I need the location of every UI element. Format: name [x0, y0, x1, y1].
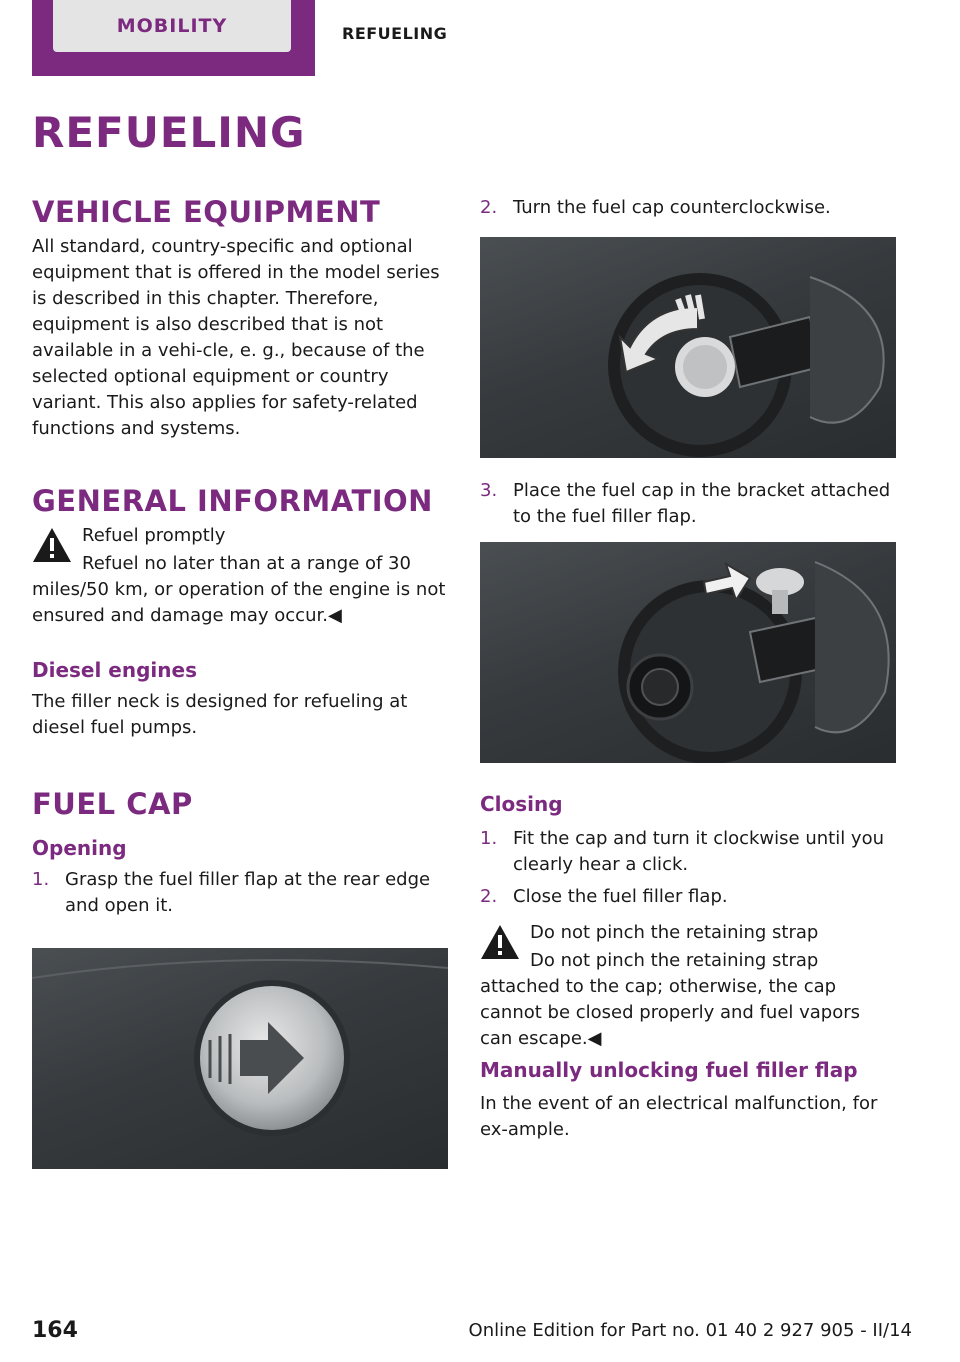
heading-general-information: GENERAL INFORMATION	[32, 483, 433, 518]
step-number: 2.	[480, 886, 498, 907]
heading-manual-unlock: Manually unlocking fuel filler flap	[480, 1058, 858, 1082]
opening-step-1	[32, 867, 448, 919]
right-column	[480, 195, 896, 1140]
step-number: 1.	[32, 869, 50, 891]
fuel-flap-closed-illustration	[32, 948, 448, 1169]
warning-refuel-promptly	[32, 523, 448, 629]
turn-cap-illustration	[480, 237, 896, 458]
manual-unlock-text: In the event of an electrical malfunction, for ex‐ample.	[480, 1093, 878, 1140]
step-text: Close the fuel filler flap.	[513, 886, 728, 907]
warning-title: Do not pinch the retaining strap	[530, 922, 819, 943]
heading-diesel-engines: Diesel engines	[32, 657, 197, 682]
photo-cap-in-bracket	[480, 542, 896, 763]
diesel-text: The filler neck is designed for refueling at diesel fuel pumps.	[32, 690, 408, 738]
opening-step-3	[480, 478, 896, 530]
step-text: Place the fuel cap in the bracket attached to the fuel filler flap.	[513, 480, 891, 527]
warning-body: Do not pinch the retaining strap attached to the cap; otherwise, the cap cannot be closed properly and fuel vapors can escape.◀	[480, 950, 861, 1049]
heading-fuel-cap: FUEL CAP	[32, 786, 193, 821]
heading-opening: Opening	[32, 836, 127, 861]
section-label: REFUELING	[342, 24, 448, 43]
closing-step-2	[480, 884, 896, 910]
opening-step-2	[480, 195, 896, 221]
heading-closing: Closing	[480, 792, 563, 816]
photo-turn-cap	[480, 237, 896, 458]
warning-title: Refuel promptly	[82, 524, 226, 546]
edition-text: Online Edition for Part no. 01 40 2 927 905 - II/14	[468, 1320, 912, 1341]
closing-step-1	[480, 826, 896, 878]
page-number: 164	[32, 1318, 78, 1343]
vehicle-equipment-text: All standard, country-specific and optional equipment that is offered in the model series is described in this chapter. Therefore, equipment is also described that is not available in a vehi‐cle, e. g., because of the selected optional equipment or country variant. This also applies for safety-related functions and systems.	[32, 235, 440, 439]
left-column	[32, 195, 448, 919]
step-text: Grasp the fuel filler flap at the rear edge and open it.	[65, 869, 431, 917]
step-number: 1.	[480, 828, 498, 849]
step-text: Fit the cap and turn it clockwise until you clearly hear a click.	[513, 828, 885, 875]
warning-retaining-strap	[480, 920, 896, 1052]
chapter-tab-label: MOBILITY	[53, 0, 291, 52]
warning-triangle-icon	[32, 527, 72, 563]
heading-vehicle-equipment: VEHICLE EQUIPMENT	[32, 195, 381, 229]
warning-body: Refuel no later than at a range of 30 miles/50 km, or operation of the engine is not ensured and damage may occur.◀	[32, 552, 446, 626]
warning-triangle-icon	[480, 924, 520, 960]
cap-in-bracket-illustration	[480, 542, 896, 763]
photo-fuel-flap-closed	[32, 948, 448, 1169]
step-text: Turn the fuel cap counterclockwise.	[513, 197, 831, 218]
step-number: 2.	[480, 197, 498, 218]
closing-steps	[480, 826, 896, 1052]
page-title: REFUELING	[32, 108, 306, 157]
step-number: 3.	[480, 480, 498, 501]
